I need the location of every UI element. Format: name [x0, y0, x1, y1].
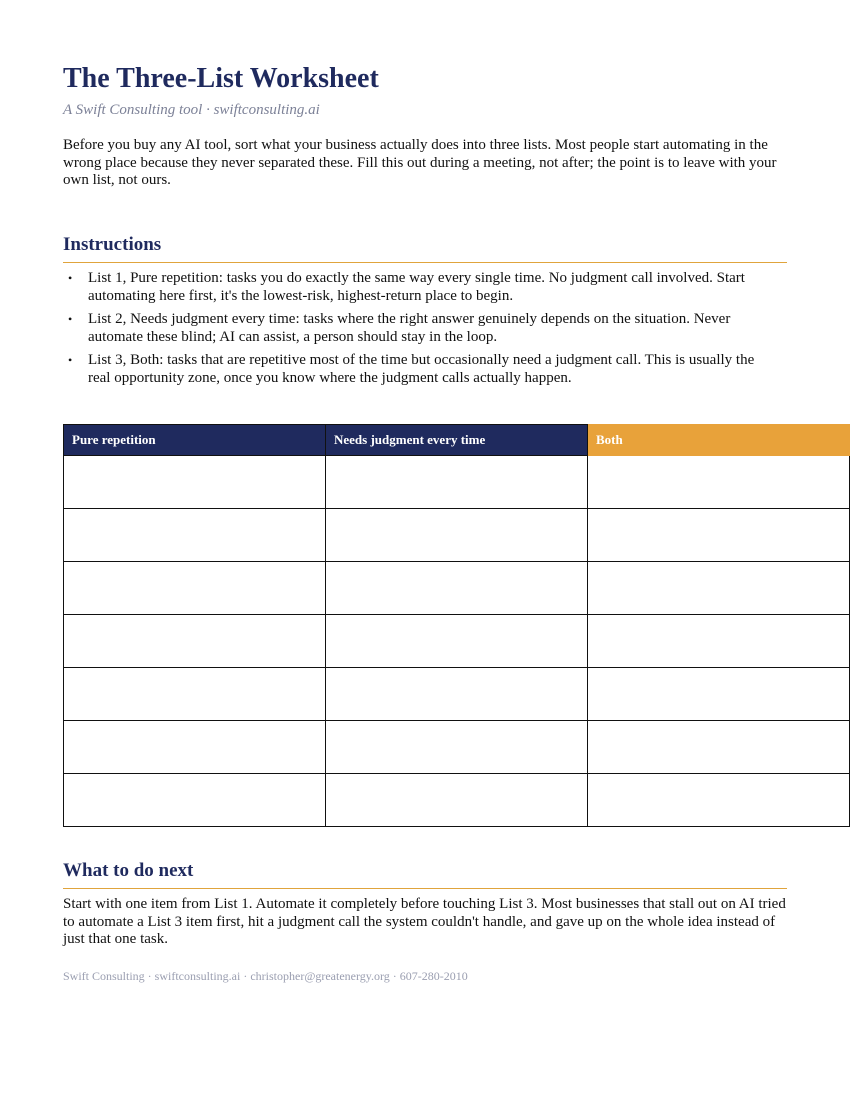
intro-paragraph: Before you buy any AI tool, sort what your business actually does into three lists. Most people start automating in the wrong place because they never separated these. Fill this out during a meeting, not after; the point is to leave with your own list, not ours.	[63, 137, 777, 188]
table-row	[64, 562, 850, 615]
instruction-item	[63, 352, 768, 387]
instructions-heading: Instructions	[63, 234, 787, 263]
page-title: The Three-List Worksheet	[63, 63, 379, 94]
cell-pure-repetition[interactable]	[64, 615, 326, 668]
cell-pure-repetition[interactable]	[64, 456, 326, 509]
bullet-icon: •	[68, 312, 73, 326]
instruction-text: List 2, Needs judgment every time: tasks where the right answer genuinely depends on the situation. Never automate these blind; AI can assist, a person should stay in the loop.	[88, 311, 731, 345]
cell-both[interactable]	[588, 615, 850, 668]
instruction-text: List 1, Pure repetition: tasks you do exactly the same way every single time. No judgment call involved. Start automating here first, it's the lowest-risk, highest-return place to begin.	[88, 270, 745, 304]
table-row	[64, 721, 850, 774]
table-row	[64, 774, 850, 827]
instructions-list	[63, 270, 768, 393]
page-footer: Swift Consulting · swiftconsulting.ai · christopher@greatenergy.org · 607-280-2010	[63, 969, 468, 983]
cell-needs-judgment[interactable]	[326, 509, 588, 562]
cell-both[interactable]	[588, 774, 850, 827]
table-row	[64, 509, 850, 562]
cell-both[interactable]	[588, 562, 850, 615]
cell-pure-repetition[interactable]	[64, 721, 326, 774]
cell-needs-judgment[interactable]	[326, 668, 588, 721]
cell-pure-repetition[interactable]	[64, 774, 326, 827]
cell-needs-judgment[interactable]	[326, 456, 588, 509]
table-row	[64, 456, 850, 509]
instruction-item	[63, 270, 768, 305]
instruction-item	[63, 311, 768, 346]
instruction-text: List 3, Both: tasks that are repetitive most of the time but occasionally need a judgment call. This is usually the real opportunity zone, once you know where the judgment calls actually happen.	[88, 352, 755, 386]
bullet-icon: •	[68, 271, 73, 285]
table-row	[64, 668, 850, 721]
bullet-icon: •	[68, 353, 73, 367]
three-list-table	[63, 424, 850, 827]
table-row	[64, 615, 850, 668]
cell-needs-judgment[interactable]	[326, 721, 588, 774]
cell-pure-repetition[interactable]	[64, 668, 326, 721]
cell-both[interactable]	[588, 721, 850, 774]
next-steps-paragraph: Start with one item from List 1. Automate it completely before touching List 3. Most businesses that stall out on AI tried to automate a List 3 item first, hit a judgment call the system couldn't handle, and gave up on the whole idea instead of just that one task.	[63, 896, 786, 947]
cell-both[interactable]	[588, 668, 850, 721]
cell-needs-judgment[interactable]	[326, 615, 588, 668]
cell-needs-judgment[interactable]	[326, 774, 588, 827]
next-steps-heading: What to do next	[63, 860, 787, 889]
table-header-row	[64, 425, 850, 456]
column-header-needs-judgment: Needs judgment every time	[326, 425, 588, 456]
column-header-both: Both	[588, 425, 850, 456]
column-header-pure-repetition: Pure repetition	[64, 425, 326, 456]
cell-needs-judgment[interactable]	[326, 562, 588, 615]
page-subtitle: A Swift Consulting tool · swiftconsulting.ai	[63, 102, 320, 118]
cell-both[interactable]	[588, 456, 850, 509]
cell-both[interactable]	[588, 509, 850, 562]
cell-pure-repetition[interactable]	[64, 562, 326, 615]
cell-pure-repetition[interactable]	[64, 509, 326, 562]
